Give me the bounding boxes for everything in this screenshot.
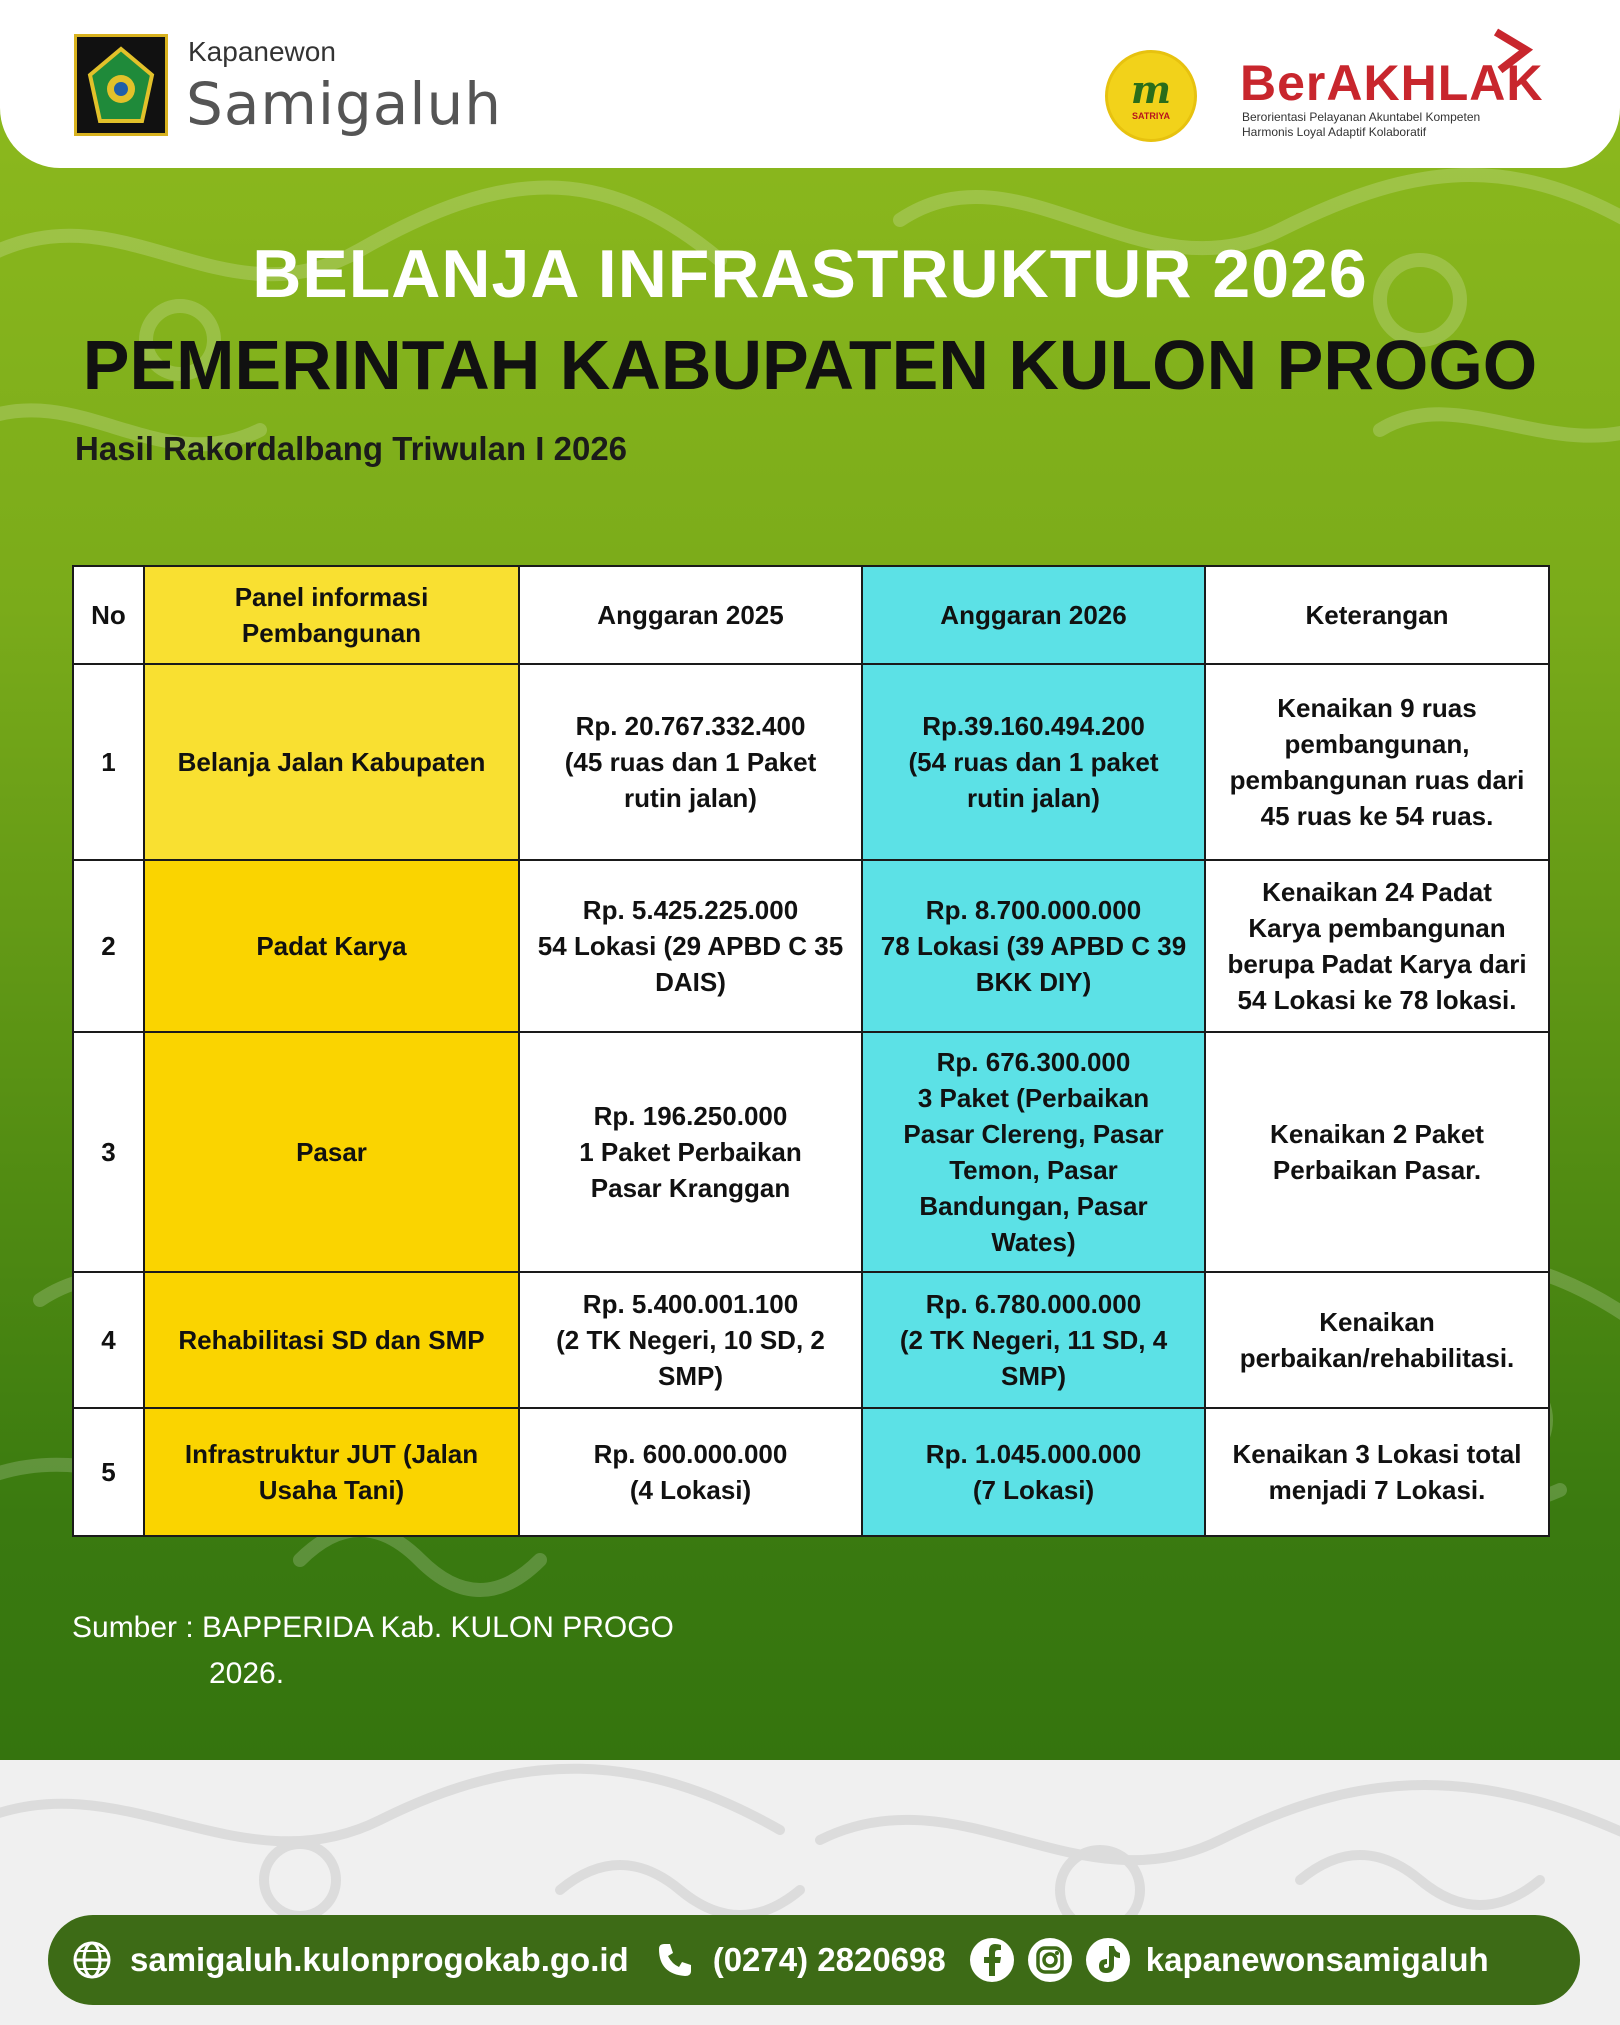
table-row — [73, 664, 1549, 860]
title-line2: PEMERINTAH KABUPATEN KULON PROGO — [82, 326, 1538, 404]
title-line1: BELANJA INFRASTRUKTUR 2026 — [252, 236, 1368, 312]
cell-panel — [144, 1272, 519, 1408]
cell-keterangan — [1205, 664, 1549, 860]
cell-no: 5 — [73, 1408, 144, 1536]
header-panel — [144, 566, 519, 664]
cell-keterangan — [1205, 1408, 1549, 1536]
table-row — [73, 1032, 1549, 1272]
cell-anggaran-2026-line: Wates) — [991, 1227, 1076, 1257]
satriya-logo — [1105, 50, 1197, 142]
cell-no: 1 — [73, 664, 144, 860]
header-keterangan: Keterangan — [1205, 566, 1549, 664]
cell-anggaran-2026-line: 3 Paket (Perbaikan — [917, 1083, 1150, 1113]
cell-anggaran-2026-line: rutin jalan) — [967, 783, 1100, 813]
cell-anggaran-2026-line: Temon, Pasar — [949, 1155, 1118, 1185]
cell-anggaran-2025-line: (45 ruas dan 1 Paket — [564, 747, 817, 777]
header-panel-line2: Pembangunan — [241, 618, 422, 648]
header-anggaran-2026: Anggaran 2026 — [862, 566, 1205, 664]
cell-panel — [144, 1408, 519, 1536]
cell-keterangan-line: pembangunan, — [1284, 729, 1470, 759]
table-header-row — [73, 566, 1549, 664]
cell-anggaran-2025-line: rutin jalan) — [624, 783, 757, 813]
emblem-icon — [86, 45, 156, 125]
cell-anggaran-2025-line: SMP) — [658, 1361, 723, 1391]
table-row — [73, 1272, 1549, 1408]
cell-keterangan-line: 54 Lokasi ke 78 lokasi. — [1237, 985, 1517, 1015]
phone-number[interactable]: (0274) 2820698 — [712, 1941, 946, 1978]
cell-anggaran-2025 — [519, 860, 862, 1032]
cell-anggaran-2026-line: (2 TK Negeri, 11 SD, 4 — [899, 1325, 1168, 1355]
cell-no: 2 — [73, 860, 144, 1032]
source-note — [72, 1605, 674, 1697]
cell-keterangan-line: perbaikan/rehabilitasi. — [1239, 1343, 1515, 1373]
cell-anggaran-2026-line: Bandungan, Pasar — [919, 1191, 1148, 1221]
cell-anggaran-2025-line: (4 Lokasi) — [629, 1475, 752, 1505]
cell-keterangan-line: Kenaikan 24 Padat — [1262, 877, 1492, 907]
cell-keterangan — [1205, 1272, 1549, 1408]
cell-panel-line: Rehabilitasi SD dan SMP — [178, 1325, 485, 1355]
instagram-icon[interactable] — [1026, 1936, 1074, 1984]
cell-anggaran-2025-line: Rp. 600.000.000 — [593, 1439, 788, 1469]
cell-anggaran-2026 — [862, 1408, 1205, 1536]
header-card — [0, 0, 1620, 168]
cell-panel — [144, 664, 519, 860]
cell-panel-line: Padat Karya — [256, 931, 407, 961]
header-anggaran-2025: Anggaran 2025 — [519, 566, 862, 664]
cell-anggaran-2026 — [862, 1032, 1205, 1272]
cell-anggaran-2026 — [862, 1272, 1205, 1408]
source-line1: Sumber : BAPPERIDA Kab. KULON PROGO — [72, 1611, 674, 1644]
cell-anggaran-2026-line: Rp. 8.700.000.000 — [925, 895, 1142, 925]
source-line2: 2026. — [209, 1657, 285, 1690]
cell-panel-line: Belanja Jalan Kabupaten — [177, 747, 486, 777]
cell-keterangan — [1205, 860, 1549, 1032]
globe-icon — [68, 1936, 116, 1984]
berakhlak-tagline — [1242, 110, 1562, 140]
cell-anggaran-2025 — [519, 1408, 862, 1536]
cell-anggaran-2025-line: Rp. 5.400.001.100 — [582, 1289, 799, 1319]
cell-anggaran-2026-line: BKK DIY) — [975, 967, 1092, 997]
cell-keterangan-line: Karya pembangunan — [1248, 913, 1506, 943]
cell-keterangan — [1205, 1032, 1549, 1272]
cell-anggaran-2025 — [519, 1032, 862, 1272]
berakhlak-tagline-line1: Berorientasi Pelayanan Akuntabel Kompeten — [1242, 110, 1481, 124]
cell-anggaran-2026-line: (54 ruas dan 1 paket — [908, 747, 1159, 777]
table-row — [73, 860, 1549, 1032]
cell-anggaran-2026 — [862, 664, 1205, 860]
infrastructure-table — [72, 565, 1550, 1537]
cell-anggaran-2026-line: 78 Lokasi (39 APBD C 39 — [880, 931, 1187, 961]
cell-anggaran-2025-line: Rp. 20.767.332.400 — [575, 711, 806, 741]
cell-anggaran-2026-line: Rp.39.160.494.200 — [922, 711, 1145, 741]
cell-anggaran-2026-line: Rp. 676.300.000 — [936, 1047, 1131, 1077]
brand-small-text: Kapanewon — [188, 36, 336, 67]
cell-panel — [144, 1032, 519, 1272]
satriya-mark-icon: m — [1130, 67, 1172, 112]
phone-icon — [651, 1936, 699, 1984]
cell-anggaran-2026 — [862, 860, 1205, 1032]
table-body — [73, 664, 1549, 1536]
cell-anggaran-2026-line: Rp. 6.780.000.000 — [925, 1289, 1142, 1319]
cell-keterangan-line: 45 ruas ke 54 ruas. — [1260, 801, 1494, 831]
cell-no: 4 — [73, 1272, 144, 1408]
cell-anggaran-2025-line: 1 Paket Perbaikan — [579, 1137, 802, 1167]
cell-keterangan-line: Kenaikan 2 Paket — [1270, 1119, 1484, 1149]
brand-big-text: Samigaluh — [186, 70, 502, 138]
cell-panel-line: Pasar — [296, 1137, 367, 1167]
cell-anggaran-2025-line: Pasar Kranggan — [590, 1173, 791, 1203]
cell-panel-line: Infrastruktur JUT (Jalan — [184, 1439, 479, 1469]
satriya-label: SATRIYA — [1131, 111, 1170, 121]
cell-keterangan-line: Kenaikan — [1319, 1307, 1435, 1337]
cell-anggaran-2026-line: Pasar Clereng, Pasar — [903, 1119, 1164, 1149]
cell-anggaran-2025-line: 54 Lokasi (29 APBD C 35 — [537, 931, 844, 961]
header-panel-line1: Panel informasi — [234, 582, 429, 612]
cell-anggaran-2026-line: (7 Lokasi) — [972, 1475, 1095, 1505]
cell-anggaran-2025-line: Rp. 196.250.000 — [593, 1101, 788, 1131]
contact-bar — [48, 1915, 1580, 2005]
kapanewon-logo — [74, 34, 168, 136]
facebook-icon[interactable] — [968, 1936, 1016, 1984]
cell-panel-line: Usaha Tani) — [258, 1475, 405, 1505]
tiktok-icon[interactable] — [1084, 1936, 1132, 1984]
cell-keterangan-line: pembangunan ruas dari — [1229, 765, 1525, 795]
cell-anggaran-2025 — [519, 664, 862, 860]
cell-anggaran-2025 — [519, 1272, 862, 1408]
cell-anggaran-2025-line: DAIS) — [655, 967, 726, 997]
table-row — [73, 1408, 1549, 1536]
cell-keterangan-line: berupa Padat Karya dari — [1227, 949, 1527, 979]
cell-keterangan-line: Kenaikan 3 Lokasi total — [1232, 1439, 1522, 1469]
subtitle: Hasil Rakordalbang Triwulan I 2026 — [75, 430, 628, 467]
cell-keterangan-line: Kenaikan 9 ruas — [1277, 693, 1477, 723]
berakhlak-tagline-line2: Harmonis Loyal Adaptif Kolaboratif — [1242, 125, 1427, 139]
cell-anggaran-2025-line: Rp. 5.425.225.000 — [582, 895, 799, 925]
cell-panel — [144, 860, 519, 1032]
cell-anggaran-2026-line: SMP) — [1001, 1361, 1066, 1391]
cell-keterangan-line: menjadi 7 Lokasi. — [1268, 1475, 1486, 1505]
cell-anggaran-2025-line: (2 TK Negeri, 10 SD, 2 — [556, 1325, 825, 1355]
social-handle[interactable]: kapanewonsamigaluh — [1145, 1941, 1489, 1978]
header-no: No — [73, 566, 144, 664]
cell-no: 3 — [73, 1032, 144, 1272]
cell-anggaran-2026-line: Rp. 1.045.000.000 — [925, 1439, 1142, 1469]
cell-keterangan-line: Perbaikan Pasar. — [1272, 1155, 1482, 1185]
website-link[interactable]: samigaluh.kulonprogokab.go.id — [130, 1941, 629, 1978]
berakhlak-logo-text: BerAKHLAK — [1240, 55, 1544, 111]
